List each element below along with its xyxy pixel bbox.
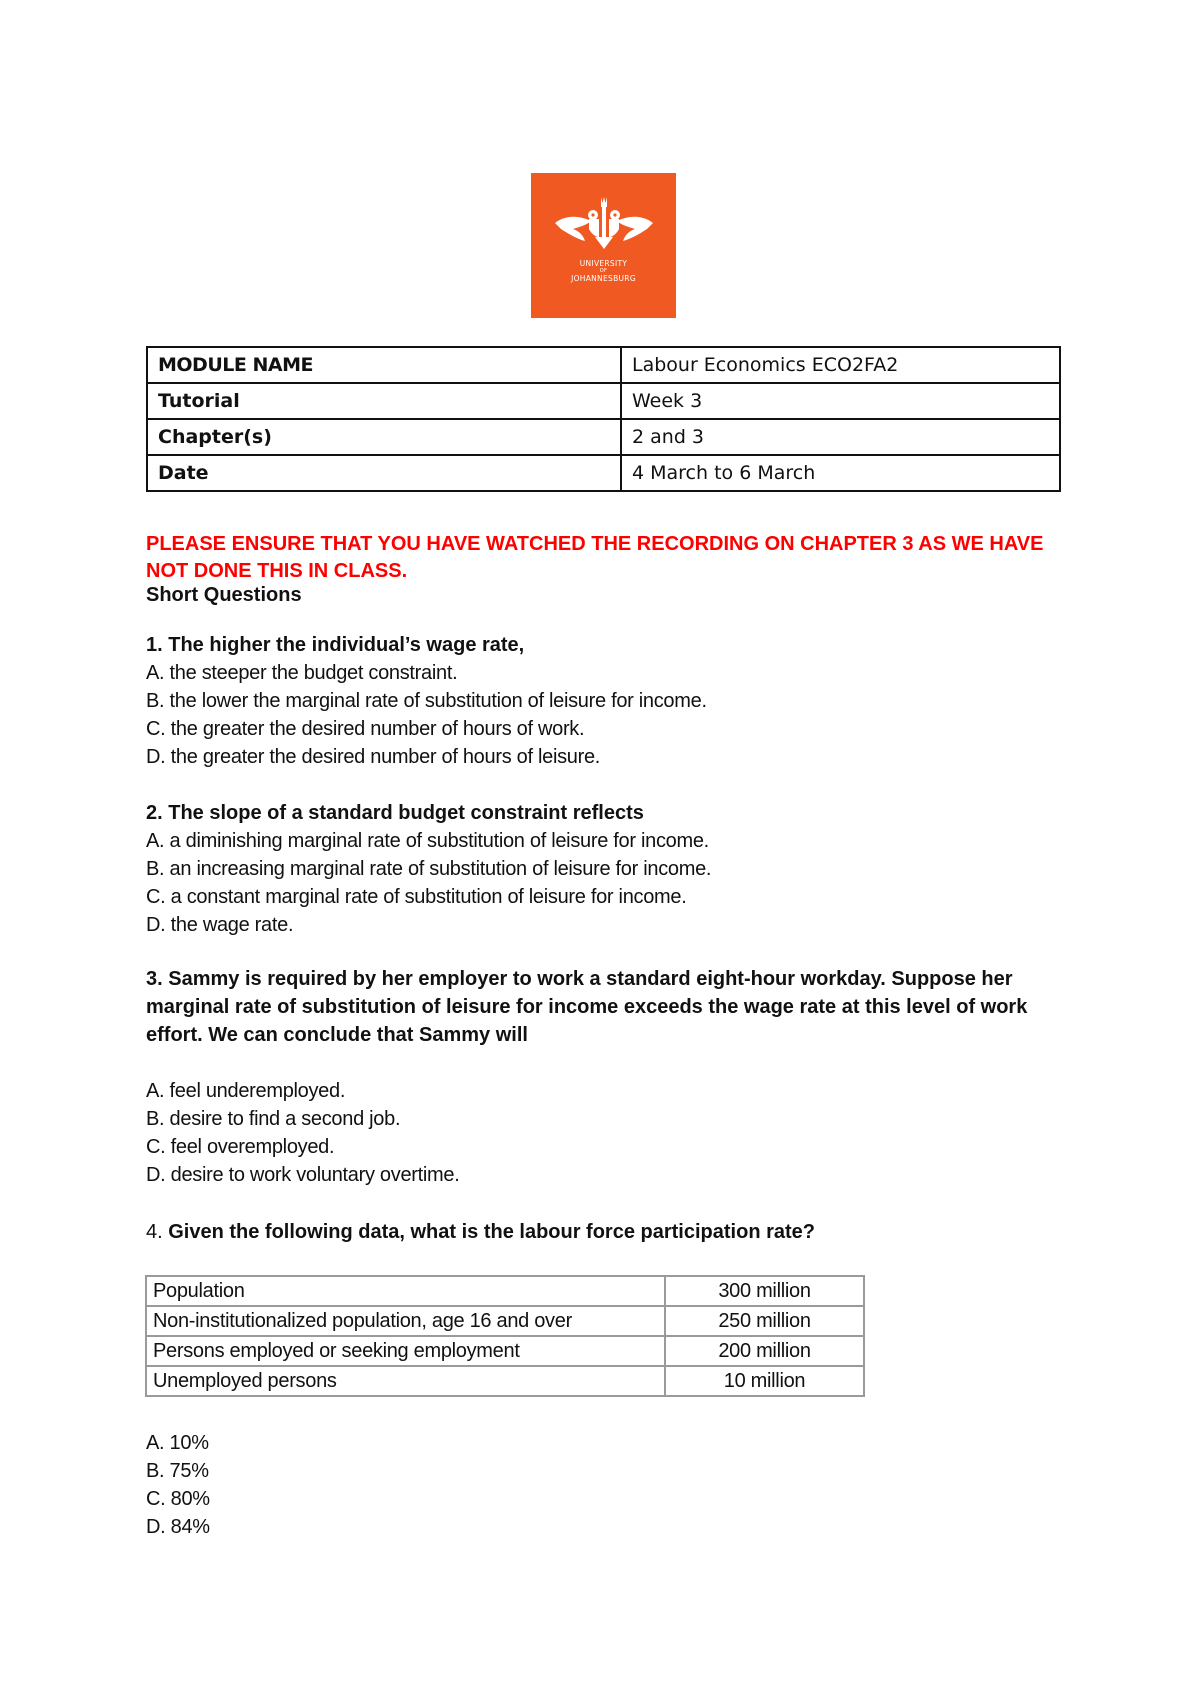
- data-row-value: 10 million: [665, 1366, 864, 1396]
- question-4-number: 4.: [146, 1221, 163, 1243]
- question-2-option-a: A. a diminishing marginal rate of substitution of leisure for income.: [146, 830, 709, 852]
- module-value: Labour Economics ECO2FA2: [621, 347, 1060, 383]
- question-3-option-d: D. desire to work voluntary overtime.: [146, 1164, 460, 1186]
- question-2-text: The slope of a standard budget constraint reflects: [162, 802, 644, 824]
- question-1: [146, 631, 1076, 771]
- tutorial-label: Tutorial: [147, 383, 621, 419]
- question-4-option-b: B. 75%: [146, 1460, 209, 1482]
- question-2-option-c: C. a constant marginal rate of substitution of leisure for income.: [146, 886, 687, 908]
- question-2-number: 2.: [146, 802, 163, 824]
- question-3-number: 3.: [146, 968, 163, 990]
- question-1-option-c: C. the greater the desired number of hours of work.: [146, 718, 585, 740]
- logo-line-university: UNIVERSITY: [579, 259, 628, 268]
- data-row-label: Population: [146, 1276, 665, 1306]
- data-row-population: [146, 1276, 864, 1306]
- data-row-value: 250 million: [665, 1306, 864, 1336]
- question-3-stem: [146, 965, 1076, 1049]
- logo-line-johannesburg: JOHANNESBURG: [571, 274, 636, 283]
- chapters-value: 2 and 3: [621, 419, 1060, 455]
- logo-wordmark: [571, 259, 636, 283]
- question-3-option-a: A. feel underemployed.: [146, 1080, 346, 1102]
- chapters-row: [147, 419, 1060, 455]
- recording-notice: PLEASE ENSURE THAT YOU HAVE WATCHED THE RECORDING ON CHAPTER 3 AS WE HAVE NOT DONE THIS IN CLASS.: [146, 533, 1044, 582]
- date-label: Date: [147, 455, 621, 491]
- coat-of-arms-icon: [549, 193, 659, 255]
- question-4-options: [146, 1429, 1076, 1541]
- question-1-option-b: B. the lower the marginal rate of substitution of leisure for income.: [146, 690, 707, 712]
- question-3-options: [146, 1077, 1076, 1189]
- question-2-option-b: B. an increasing marginal rate of substitution of leisure for income.: [146, 858, 712, 880]
- tutorial-row: [147, 383, 1060, 419]
- module-info-table: [146, 346, 1061, 492]
- date-row: [147, 455, 1060, 491]
- question-4-option-d: D. 84%: [146, 1516, 210, 1538]
- question-4-option-a: A. 10%: [146, 1432, 209, 1454]
- question-4-text: Given the following data, what is the labour force participation rate?: [162, 1221, 815, 1243]
- module-row: [147, 347, 1060, 383]
- question-3-text: Sammy is required by her employer to work a standard eight-hour workday. Suppose her marginal rate of substitution of leisure for income exceeds the wage rate at this level of work effort. We can conclude that Sammy will: [146, 968, 1028, 1046]
- date-value: 4 March to 6 March: [621, 455, 1060, 491]
- chapters-label: Chapter(s): [147, 419, 621, 455]
- question-1-number: 1.: [146, 634, 163, 656]
- question-4-option-c: C. 80%: [146, 1488, 210, 1510]
- section-title: Short Questions: [146, 584, 302, 606]
- data-row-value: 300 million: [665, 1276, 864, 1306]
- question-1-option-a: A. the steeper the budget constraint.: [146, 662, 458, 684]
- question-4-stem: [146, 1218, 1076, 1246]
- data-row-non-institutionalized: [146, 1306, 864, 1336]
- population-data-table: [145, 1275, 865, 1397]
- module-label: MODULE NAME: [147, 347, 621, 383]
- tutorial-value: Week 3: [621, 383, 1060, 419]
- question-3-option-b: B. desire to find a second job.: [146, 1108, 401, 1130]
- question-1-stem: [146, 631, 1076, 659]
- data-row-value: 200 million: [665, 1336, 864, 1366]
- question-2-option-d: D. the wage rate.: [146, 914, 294, 936]
- data-row-label: Unemployed persons: [146, 1366, 665, 1396]
- data-row-labour-force: [146, 1336, 864, 1366]
- university-logo: [531, 173, 676, 318]
- data-row-label: Non-institutionalized population, age 16 and over: [146, 1306, 665, 1336]
- question-1-text: The higher the individual’s wage rate,: [162, 634, 525, 656]
- logo-line-of: OF: [599, 268, 608, 274]
- question-1-option-d: D. the greater the desired number of hours of leisure.: [146, 746, 601, 768]
- question-3: [146, 965, 1076, 1049]
- data-row-unemployed: [146, 1366, 864, 1396]
- question-4: [146, 1218, 1076, 1246]
- question-3-option-c: C. feel overemployed.: [146, 1136, 335, 1158]
- question-2-stem: [146, 799, 1076, 827]
- data-row-label: Persons employed or seeking employment: [146, 1336, 665, 1366]
- question-2: [146, 799, 1076, 939]
